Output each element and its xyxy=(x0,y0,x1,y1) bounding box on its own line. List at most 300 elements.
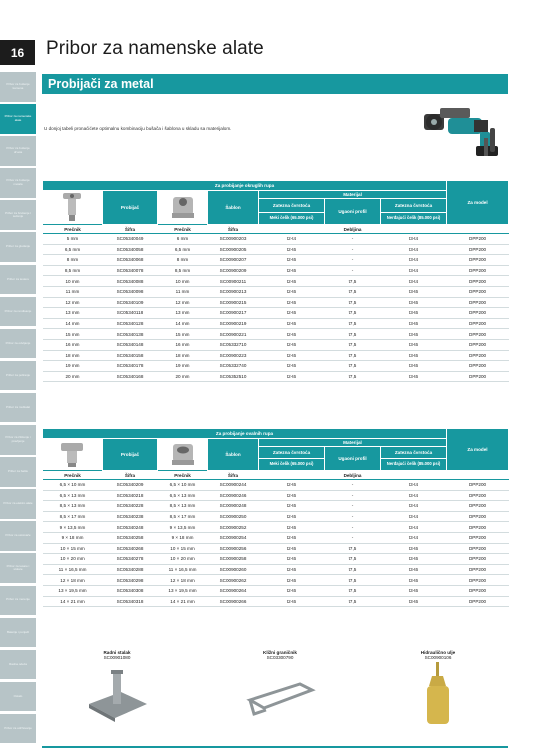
punch-code: SC05340248 xyxy=(103,522,158,533)
col-code: Šifra xyxy=(103,225,158,234)
accessory-hydraulic-oil xyxy=(383,650,493,731)
page-number: 16 xyxy=(0,40,35,65)
die-code: SC00900217 xyxy=(208,308,259,319)
punch-diameter: 6,5 × 10 mm xyxy=(43,480,103,491)
die-code: SC05332710 xyxy=(208,339,259,350)
die-code: SC00900252 xyxy=(208,522,259,533)
section-title: Probijači za metal xyxy=(42,74,508,94)
stainless-thickness: t3-t6 xyxy=(381,371,447,382)
table-row xyxy=(43,490,509,501)
stainless-thickness: t3-t6 xyxy=(381,318,447,329)
accessory-name: Kližni graničnik xyxy=(263,650,297,655)
model-header: Za model xyxy=(447,429,509,471)
punch-diameter: 13 × 19,5 mm xyxy=(43,585,103,596)
model-header: Za model xyxy=(447,181,509,225)
die-diameter: 8,5 × 13 mm xyxy=(158,501,208,512)
model: DPP200 xyxy=(447,318,509,329)
stainless-thickness: t3-t4 xyxy=(381,234,447,245)
model: DPP200 xyxy=(447,480,509,491)
mild-steel-thickness: t2-t6 xyxy=(259,554,325,565)
work-stand-image xyxy=(77,660,157,730)
profile-thickness: t7,5 xyxy=(325,554,381,565)
sidebar-category-item[interactable]: Pribor za brušenje i sečenje xyxy=(0,200,36,230)
materials-header: Materijal xyxy=(259,191,447,199)
model: DPP200 xyxy=(447,276,509,287)
punch-code: SC05340058 xyxy=(103,244,158,255)
sidebar-category-item[interactable]: Pribor za usisivače xyxy=(0,521,36,551)
sidebar-category-item[interactable]: Ostalo xyxy=(0,682,36,712)
model: DPP200 xyxy=(447,511,509,522)
die-diameter: 11 × 16,5 mm xyxy=(158,564,208,575)
die-code: SC00900207 xyxy=(208,255,259,266)
die-diameter: 19 mm xyxy=(158,361,208,372)
punch-diameter: 16 mm xyxy=(43,339,103,350)
sidebar-category-item[interactable]: Pribor za bušenje drveta xyxy=(0,136,36,166)
sidebar-category-item[interactable]: Pribor za održavanje xyxy=(0,714,36,744)
die-code: SC00900248 xyxy=(208,501,259,512)
profile-thickness: t7,5 xyxy=(325,575,381,586)
profile-thickness: t7,5 xyxy=(325,318,381,329)
oval-punch-table xyxy=(42,428,509,607)
punch-diameter: 6,5 × 13 mm xyxy=(43,490,103,501)
punch-diameter: 14 mm xyxy=(43,318,103,329)
sidebar-category-item[interactable]: Pribor za elektro alate xyxy=(0,489,36,519)
table-row xyxy=(43,339,509,350)
profile-thickness: t7,5 xyxy=(325,564,381,575)
model: DPP200 xyxy=(447,339,509,350)
accessory-work-stand xyxy=(62,650,172,731)
round-die-image xyxy=(158,191,208,225)
die-diameter: 9 × 18 mm xyxy=(158,532,208,543)
round-punch-table xyxy=(42,180,509,382)
punch-code: SC05340288 xyxy=(103,564,158,575)
stainless-thickness: t3-t6 xyxy=(381,361,447,372)
punch-code: SC05340228 xyxy=(103,501,158,512)
sidebar-category-item[interactable]: Pribor za poliranje xyxy=(0,361,36,391)
profile-thickness: t7,5 xyxy=(325,286,381,297)
punch-header: Probijač xyxy=(103,191,158,225)
punch-diameter: 12 mm xyxy=(43,297,103,308)
sidebar-category-item[interactable]: Pribor za čišćenje i pravljenje xyxy=(0,425,36,455)
punch-code: SC05340298 xyxy=(103,575,158,586)
punch-code: SC05340098 xyxy=(103,286,158,297)
table-row xyxy=(43,554,509,565)
stainless-thickness: t3-t6 xyxy=(381,286,447,297)
mild-steel-thickness: t2-t6 xyxy=(259,501,325,512)
die-diameter: 16 mm xyxy=(158,339,208,350)
die-code: SC00900223 xyxy=(208,350,259,361)
die-diameter: 11 mm xyxy=(158,286,208,297)
model: DPP200 xyxy=(447,532,509,543)
table-row xyxy=(43,585,509,596)
profile-thickness: t7,5 xyxy=(325,350,381,361)
punch-code: SC05340209 xyxy=(103,480,158,491)
model: DPP200 xyxy=(447,371,509,382)
die-code: SC00900219 xyxy=(208,318,259,329)
punch-diameter: 9 × 18 mm xyxy=(43,532,103,543)
punch-diameter: 13 mm xyxy=(43,308,103,319)
die-code: SC00900250 xyxy=(208,511,259,522)
sidebar-category-item[interactable]: Pribor za multialat xyxy=(0,393,36,423)
table-row xyxy=(43,265,509,276)
punch-diameter: 6,5 mm xyxy=(43,244,103,255)
profile-thickness: t7,5 xyxy=(325,297,381,308)
punch-code: SC05340088 xyxy=(103,276,158,287)
table-row xyxy=(43,318,509,329)
table-row xyxy=(43,276,509,287)
sidebar-category-item[interactable]: Pribor za rendisanje xyxy=(0,297,36,327)
mild-steel-thickness: t2-t4 xyxy=(259,234,325,245)
profile-thickness: - xyxy=(325,265,381,276)
tensile-right-header: Zatezna čvrstoća xyxy=(381,199,447,213)
mild-steel-header: Meki čelik (65.000 psi) xyxy=(259,213,325,225)
sidebar-category-item[interactable]: Pribor za namenske alate xyxy=(0,104,36,134)
mild-steel-header: Meki čelik (65.000 psi) xyxy=(259,459,325,471)
stainless-thickness: t3-t4 xyxy=(381,244,447,255)
punch-diameter: 10 × 15 mm xyxy=(43,543,103,554)
accessory-name: Radni stalak xyxy=(103,650,131,655)
profile-header: Ugaoni profil xyxy=(325,447,381,471)
die-header: Šablon xyxy=(208,439,259,471)
die-code: SC00900244 xyxy=(208,480,259,491)
mild-steel-thickness: t2-t6 xyxy=(259,575,325,586)
punch-code: SC05340268 xyxy=(103,543,158,554)
table-row xyxy=(43,522,509,533)
stainless-thickness: t3-t6 xyxy=(381,596,447,607)
die-diameter: 8 mm xyxy=(158,255,208,266)
stainless-thickness: t3-t6 xyxy=(381,297,447,308)
mild-steel-thickness: t2-t6 xyxy=(259,585,325,596)
die-diameter: 9 × 13,5 mm xyxy=(158,522,208,533)
die-diameter: 10 × 15 mm xyxy=(158,543,208,554)
table-row xyxy=(43,480,509,491)
profile-thickness: - xyxy=(325,234,381,245)
profile-thickness: - xyxy=(325,244,381,255)
punch-diameter: 9 × 13,5 mm xyxy=(43,522,103,533)
profile-header: Ugaoni profil xyxy=(325,199,381,225)
mild-steel-thickness: t2-t6 xyxy=(259,511,325,522)
model: DPP200 xyxy=(447,234,509,245)
profile-thickness: t7,5 xyxy=(325,596,381,607)
model: DPP200 xyxy=(447,522,509,533)
punch-code: SC05340109 xyxy=(103,297,158,308)
punch-code: SC05340138 xyxy=(103,329,158,340)
stainless-thickness: t3-t4 xyxy=(381,265,447,276)
punch-code: SC05340049 xyxy=(103,234,158,245)
stainless-header: Nerđajući čelik (85.000 psi) xyxy=(381,459,447,471)
profile-thickness: - xyxy=(325,480,381,491)
accessory-code: SC00901080 xyxy=(103,655,131,660)
profile-thickness: t7,5 xyxy=(325,543,381,554)
stainless-thickness: t3-t6 xyxy=(381,554,447,565)
stainless-thickness: t3-t4 xyxy=(381,490,447,501)
punch-code: SC05340158 xyxy=(103,350,158,361)
mild-steel-thickness: t2-t6 xyxy=(259,255,325,266)
mild-steel-thickness: t2-t6 xyxy=(259,297,325,308)
stainless-thickness: t3-t6 xyxy=(381,350,447,361)
punch-diameter: 8 mm xyxy=(43,255,103,266)
table-row xyxy=(43,564,509,575)
profile-thickness: t7,5 xyxy=(325,276,381,287)
mild-steel-thickness: t2-t6 xyxy=(259,532,325,543)
die-diameter: 14 × 21 mm xyxy=(158,596,208,607)
stainless-thickness: t3-t6 xyxy=(381,339,447,350)
tensile-left-header: Zatezna čvrstoća xyxy=(259,447,325,459)
model: DPP200 xyxy=(447,564,509,575)
stainless-thickness: t3-t6 xyxy=(381,585,447,596)
mild-steel-thickness: t2-t6 xyxy=(259,564,325,575)
punch-code: SC05340308 xyxy=(103,585,158,596)
die-code: SC00900209 xyxy=(208,265,259,276)
sidebar-category-item[interactable]: Pribor za merenje xyxy=(0,586,36,616)
col-thickness: Debljina xyxy=(259,225,447,234)
stainless-thickness: t3-t4 xyxy=(381,276,447,287)
die-diameter: 14 mm xyxy=(158,318,208,329)
die-diameter: 8,5 mm xyxy=(158,265,208,276)
punch-diameter: 18 mm xyxy=(43,350,103,361)
profile-thickness: t7,5 xyxy=(325,371,381,382)
punch-diameter: 11 × 16,5 mm xyxy=(43,564,103,575)
col-model xyxy=(447,225,509,234)
punch-diameter: 5 mm xyxy=(43,234,103,245)
mild-steel-thickness: t2-t6 xyxy=(259,339,325,350)
col-diameter: Prečnik xyxy=(43,225,103,234)
intro-text: U donjoj tabeli pronaćićete optimalnu kombinaciju bušača i šablona u skladu sa materijalom. xyxy=(44,126,232,131)
die-diameter: 13 × 19,5 mm xyxy=(158,585,208,596)
profile-thickness: t7,5 xyxy=(325,339,381,350)
table-row xyxy=(43,350,509,361)
die-diameter: 10 mm xyxy=(158,276,208,287)
profile-thickness: - xyxy=(325,522,381,533)
mild-steel-thickness: t2-t6 xyxy=(259,308,325,319)
punch-code: SC05340068 xyxy=(103,255,158,266)
punch-diameter: 14 × 21 mm xyxy=(43,596,103,607)
die-diameter: 8,5 × 17 mm xyxy=(158,511,208,522)
die-code: SC00900266 xyxy=(208,596,259,607)
mild-steel-thickness: t2-t6 xyxy=(259,329,325,340)
table-row xyxy=(43,234,509,245)
mild-steel-thickness: t2-t6 xyxy=(259,490,325,501)
table-row xyxy=(43,543,509,554)
stainless-thickness: t3-t6 xyxy=(381,564,447,575)
die-code: SC00900203 xyxy=(208,234,259,245)
sidebar-category-item[interactable]: Pribor za bušenje metala xyxy=(0,168,36,198)
col-diameter: Prečnik xyxy=(158,471,208,480)
sidebar-category-item[interactable]: Pribor za bušenje kamena xyxy=(0,72,36,102)
col-thickness: Debljina xyxy=(259,471,447,480)
oval-die-image xyxy=(158,439,208,471)
punch-code: SC05340178 xyxy=(103,361,158,372)
table-row xyxy=(43,532,509,543)
die-diameter: 12 mm xyxy=(158,297,208,308)
die-diameter: 20 mm xyxy=(158,371,208,382)
profile-thickness: t7,5 xyxy=(325,329,381,340)
model: DPP200 xyxy=(447,554,509,565)
punch-diameter: 8,5 × 13 mm xyxy=(43,501,103,512)
hydraulic-punch-tool-image xyxy=(418,98,510,164)
table-row xyxy=(43,286,509,297)
stainless-thickness: t3-t6 xyxy=(381,329,447,340)
punch-code: SC05340148 xyxy=(103,339,158,350)
punch-code: SC05340318 xyxy=(103,596,158,607)
page-footer-strip xyxy=(42,746,508,748)
mild-steel-thickness: t2-t6 xyxy=(259,371,325,382)
punch-code: SC05340218 xyxy=(103,490,158,501)
table-row xyxy=(43,329,509,340)
mild-steel-thickness: t2-t6 xyxy=(259,480,325,491)
model: DPP200 xyxy=(447,308,509,319)
table-row xyxy=(43,371,509,382)
stainless-thickness: t3-t4 xyxy=(381,255,447,266)
model: DPP200 xyxy=(447,244,509,255)
stainless-thickness: t3-t4 xyxy=(381,511,447,522)
model: DPP200 xyxy=(447,361,509,372)
die-diameter: 6 mm xyxy=(158,234,208,245)
mild-steel-thickness: t2-t6 xyxy=(259,543,325,554)
sidebar-category-item[interactable]: Pribor za tesare i stolare xyxy=(0,553,36,583)
col-diameter: Prečnik xyxy=(43,471,103,480)
profile-thickness: t7,5 xyxy=(325,585,381,596)
model: DPP200 xyxy=(447,585,509,596)
stainless-thickness: t3-t4 xyxy=(381,501,447,512)
die-code: SC00900260 xyxy=(208,564,259,575)
punch-diameter: 10 × 20 mm xyxy=(43,554,103,565)
die-code: SC00900246 xyxy=(208,490,259,501)
punch-code: SC05340128 xyxy=(103,318,158,329)
col-code: Šifra xyxy=(208,471,259,480)
sidebar-category-item[interactable]: Pribor za baštu xyxy=(0,457,36,487)
sidebar-category-item[interactable]: Radna odeća xyxy=(0,650,36,680)
category-sidebar xyxy=(0,72,36,730)
accessory-code: SC00900106 xyxy=(424,655,452,660)
die-code: SC05352510 xyxy=(208,371,259,382)
mild-steel-thickness: t2-t6 xyxy=(259,361,325,372)
die-diameter: 10 × 20 mm xyxy=(158,554,208,565)
sidebar-category-item[interactable]: Pribor za odvijanje xyxy=(0,329,36,359)
die-diameter: 13 mm xyxy=(158,308,208,319)
mild-steel-thickness: t2-t6 xyxy=(259,596,325,607)
die-code: SC00900254 xyxy=(208,532,259,543)
table-row xyxy=(43,361,509,372)
profile-thickness: - xyxy=(325,255,381,266)
profile-thickness: - xyxy=(325,532,381,543)
die-code: SC00900211 xyxy=(208,276,259,287)
die-code: SC00900262 xyxy=(208,575,259,586)
profile-thickness: - xyxy=(325,501,381,512)
die-code: SC00900215 xyxy=(208,297,259,308)
oil-bottle-image xyxy=(398,660,478,730)
model: DPP200 xyxy=(447,329,509,340)
die-code: SC05332740 xyxy=(208,361,259,372)
punch-code: SC05340168 xyxy=(103,371,158,382)
punch-diameter: 20 mm xyxy=(43,371,103,382)
mild-steel-thickness: t2-t6 xyxy=(259,244,325,255)
tensile-left-header: Zatezna čvrstoća xyxy=(259,199,325,213)
mild-steel-thickness: t2-t6 xyxy=(259,276,325,287)
die-diameter: 15 mm xyxy=(158,329,208,340)
sidebar-category-item[interactable]: Pribor za glodanje xyxy=(0,232,36,262)
model: DPP200 xyxy=(447,575,509,586)
punch-code: SC05340258 xyxy=(103,532,158,543)
sidebar-category-item[interactable]: Baterije i punjači xyxy=(0,618,36,648)
table-row xyxy=(43,244,509,255)
table-row xyxy=(43,501,509,512)
model: DPP200 xyxy=(447,297,509,308)
punch-diameter: 10 mm xyxy=(43,276,103,287)
profile-thickness: t7,5 xyxy=(325,361,381,372)
stainless-thickness: t3-t4 xyxy=(381,480,447,491)
die-code: SC00900205 xyxy=(208,244,259,255)
die-code: SC00900256 xyxy=(208,543,259,554)
stainless-thickness: t3-t4 xyxy=(381,532,447,543)
stainless-thickness: t3-t6 xyxy=(381,308,447,319)
accessory-code: SC03300790 xyxy=(266,655,294,660)
die-code: SC00900213 xyxy=(208,286,259,297)
punch-diameter: 19 mm xyxy=(43,361,103,372)
tensile-right-header: Zatezna čvrstoća xyxy=(381,447,447,459)
profile-thickness: t7,5 xyxy=(325,308,381,319)
col-code: Šifra xyxy=(103,471,158,480)
table-row xyxy=(43,255,509,266)
die-code: SC00900258 xyxy=(208,554,259,565)
oval-punch-image xyxy=(43,439,103,471)
model: DPP200 xyxy=(447,543,509,554)
col-code: Šifra xyxy=(208,225,259,234)
punch-diameter: 12 × 18 mm xyxy=(43,575,103,586)
die-diameter: 6,5 × 10 mm xyxy=(158,480,208,491)
die-diameter: 6,5 × 13 mm xyxy=(158,490,208,501)
mild-steel-thickness: t2-t6 xyxy=(259,265,325,276)
punch-diameter: 8,5 × 17 mm xyxy=(43,511,103,522)
die-diameter: 12 × 18 mm xyxy=(158,575,208,586)
mild-steel-thickness: t2-t6 xyxy=(259,522,325,533)
punch-code: SC05340278 xyxy=(103,554,158,565)
oval-table-title: Za probijanje ovalnih rupa xyxy=(43,429,447,439)
stainless-thickness: t3-t6 xyxy=(381,575,447,586)
mild-steel-thickness: t2-t6 xyxy=(259,318,325,329)
sidebar-category-item[interactable]: Pribor za testere xyxy=(0,265,36,295)
stainless-thickness: t3-t4 xyxy=(381,522,447,533)
page-title: Pribor za namenske alate xyxy=(46,38,264,59)
punch-diameter: 8,5 mm xyxy=(43,265,103,276)
round-table-title: Za probijanje okruglih rupa xyxy=(43,181,447,191)
model: DPP200 xyxy=(447,255,509,266)
stainless-header: Nerđajući čelik (85.000 psi) xyxy=(381,213,447,225)
table-row xyxy=(43,297,509,308)
punch-code: SC05340078 xyxy=(103,265,158,276)
materials-header: Materijal xyxy=(259,439,447,447)
stainless-thickness: t3-t6 xyxy=(381,543,447,554)
punch-header: Probijač xyxy=(103,439,158,471)
profile-thickness: - xyxy=(325,511,381,522)
table-row xyxy=(43,308,509,319)
sliding-stop-image xyxy=(240,660,320,730)
col-diameter: Prečnik xyxy=(158,225,208,234)
round-punch-image xyxy=(43,191,103,225)
table-row xyxy=(43,596,509,607)
die-code: SC00900221 xyxy=(208,329,259,340)
die-header: Šablon xyxy=(208,191,259,225)
table-row xyxy=(43,511,509,522)
profile-thickness: - xyxy=(325,490,381,501)
die-code: SC00900264 xyxy=(208,585,259,596)
punch-diameter: 11 mm xyxy=(43,286,103,297)
model: DPP200 xyxy=(447,265,509,276)
table-row xyxy=(43,575,509,586)
accessory-name: Hidraulično ulje xyxy=(420,650,456,655)
mild-steel-thickness: t2-t6 xyxy=(259,286,325,297)
punch-code: SC05340238 xyxy=(103,511,158,522)
